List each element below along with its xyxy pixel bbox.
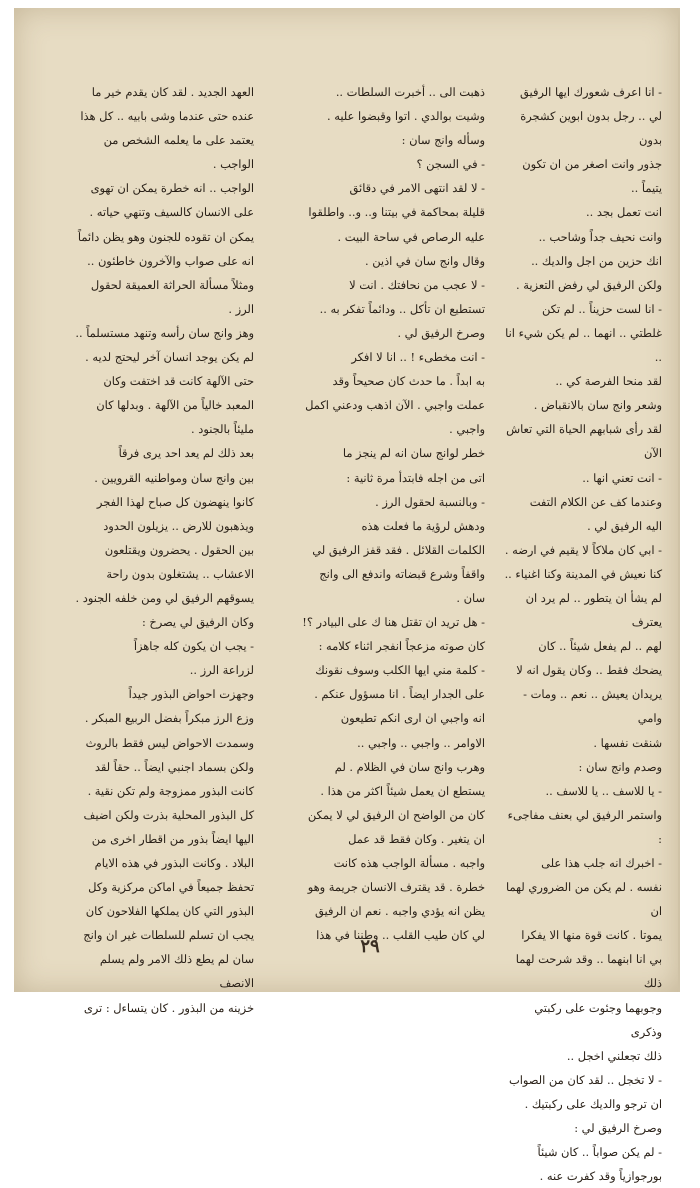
- text-column-middle: [267, 80, 485, 943]
- text-line: وسمدت الاحواض ليس فقط بالروث: [85, 735, 254, 750]
- text-line: بي انا ابنهما .. وقد شرحت لهما ذلك: [515, 952, 662, 991]
- text-line: كل البذور المحلية بذرت ولكن اضيف: [83, 807, 254, 822]
- text-line: وكان الرفيق لي يصرخ :: [141, 615, 254, 630]
- text-line: العهد الجديد . لقد كان يقدم خير ما: [91, 85, 254, 99]
- text-line: وهرب وانج سان في الظلام . لم: [334, 759, 485, 774]
- text-line: لي .. رجل بدون ابوين كشجرة بدون: [520, 109, 662, 148]
- text-line: يسوقهم الرفيق لي ومن خلفه الجنود .: [75, 590, 254, 605]
- text-line: لم يكن يوجد انسان آخر ليحتج لديه .: [85, 350, 254, 365]
- text-line: لقد منحا الفرصة كي ..: [555, 374, 662, 389]
- text-line: - انا لست حزيناً .. لم تكن: [541, 301, 662, 316]
- text-line: ولكن الرفيق لي رفض التعزية .: [516, 277, 662, 292]
- text-line: ذلك تجعلني اخجل ..: [566, 1048, 662, 1063]
- text-line: - هل تريد ان تقتل هنا ك على البيادر ؟!: [302, 615, 485, 630]
- text-line: - انا اعرف شعورك ايها الرفيق: [520, 85, 662, 99]
- text-line: بعد ذلك لم يعد احد يرى فرقاً: [118, 446, 254, 461]
- text-line: - لم يكن صواباً .. كان شيئاً: [537, 1145, 662, 1160]
- text-line: لقد رأى شبابهم الحياة التي تعاش الآن: [506, 422, 662, 461]
- text-line: وجوبهما وجئوت على ركبتي وذكرى: [534, 1000, 662, 1039]
- text-line: - وبالنسبة لحقول الرز .: [375, 494, 485, 509]
- text-line: كان من الواضح ان الرفيق لي لا يمكن: [307, 807, 485, 822]
- text-line: واجبه . مسألة الواجب هذه كانت: [333, 856, 485, 870]
- text-line: - لا تخجل .. لقد كان من الصواب: [509, 1072, 662, 1087]
- text-line: بورجوازياً وقد كفرت عنه .: [539, 1169, 662, 1184]
- text-line: وشيت بوالدي . اتوا وقبضوا عليه .: [326, 109, 485, 124]
- text-line: خطر لوانج سان انه لم ينجز ما: [342, 446, 485, 461]
- text-line: البذور التي كان يملكها الفلاحون كان: [85, 904, 254, 919]
- text-line: عليه الرصاص في ساحة البيت .: [337, 229, 485, 244]
- text-line: البلاد . وكانت البذور في هذه الايام: [94, 856, 254, 870]
- text-line: كنا نعيش في المدينة وكنا اغنياء ..: [504, 566, 662, 581]
- text-line: عنده حتى عندما وشى بابيه .. كل هذا: [80, 109, 254, 124]
- text-line: وصرخ الرفيق لي :: [574, 1121, 662, 1136]
- text-line: يجب ان تسلم للسلطات غير ان وانج: [83, 928, 254, 943]
- text-line: الاعشاب .. يشتغلون بدون راحة: [106, 566, 254, 581]
- text-line: وصدم وانج سان :: [578, 759, 662, 774]
- text-line: المعبد خالياً من الآلهة . وبدلها كان: [96, 398, 254, 413]
- text-line: ومثلاً مسألة الحراثة العميقة لحقول الرز .: [90, 277, 254, 316]
- text-line: لي كان طيب القلب .. وطننا في هذا: [316, 928, 485, 943]
- text-line: انه على صواب والآخرون خاطئون ..: [87, 253, 254, 268]
- text-line: انت تعمل بجد ..: [585, 205, 662, 220]
- text-line: واجبي .: [449, 422, 485, 437]
- text-line: عملت واجبي . الآن اذهب ودعني اكمل: [305, 398, 485, 413]
- text-line: - اخبرك انه جلب هذا على: [541, 856, 662, 870]
- text-line: ويذهبون للارض .. يزيلون الحدود: [103, 518, 254, 533]
- text-column-left: [74, 80, 254, 1015]
- text-line: - لا لقد انتهى الامر في دقائق: [349, 181, 485, 196]
- text-line: انك حزين من اجل والديك ..: [531, 253, 662, 268]
- text-line: وصرخ الرفيق لي .: [397, 325, 485, 340]
- text-line: سان لم يطع ذلك الامر ولم يسلم الانصف: [99, 952, 254, 991]
- text-line: وشعر وانج سان بالانقباض .: [533, 398, 662, 413]
- text-line: وعندما كف عن الكلام التفت: [529, 494, 662, 509]
- text-line: سان .: [456, 590, 485, 605]
- text-line: تستطيع ان تأكل .. ودائماً تفكر به ..: [319, 301, 485, 316]
- text-line: على الجدار ايضاً . انا مسؤول عنكم .: [314, 687, 485, 702]
- text-line: - يا للاسف .. يا للاسف ..: [545, 783, 662, 798]
- text-line: - ابي كان ملاكاً لا يقيم في ارضه .: [504, 542, 662, 557]
- text-line: وهز وانج سان رأسه وتنهد مستسلماً ..: [75, 325, 254, 340]
- text-line: وسأله وانج سان :: [401, 133, 485, 148]
- text-line: ان يتغير . وكان فقط قد عمل: [348, 831, 485, 846]
- text-line: ولكن بسماد اجنبي ايضاً .. حقاً لقد: [94, 759, 254, 774]
- text-line: ذهبت الى .. أخبرت السلطات ..: [335, 85, 485, 99]
- text-line: اليها ايضاً بذور من اقطار اخرى من: [91, 831, 254, 846]
- text-line: نفسه . لم يكن من الضروري لهما ان: [506, 880, 662, 919]
- text-line: حتى الآلهة كانت قد اختفت وكان: [103, 374, 254, 389]
- text-line: اليه الرفيق لي .: [587, 518, 662, 533]
- text-line: - انت تعني انها ..: [582, 470, 662, 485]
- text-line: لهم .. لم يفعل شيئاً .. كان: [538, 639, 662, 654]
- text-line: يمكن ان تقوده للجنون وهو يظن دائماً: [77, 229, 254, 244]
- text-line: - في السجن ؟: [416, 157, 485, 172]
- text-line: اتى من اجله فابتدأ مرة ثانية :: [346, 470, 485, 485]
- text-line: به ابداً . ما حدث كان صحيحاً وقد: [332, 374, 485, 389]
- text-line: بين الحقول . يحضرون ويقتلعون: [104, 542, 254, 557]
- text-line: على الانسان كالسيف وتنهي حياته .: [89, 205, 254, 220]
- text-line: يريدان يعيش .. نعم .. ومات - وامي: [523, 687, 662, 726]
- page-number: ٢٩: [360, 936, 380, 957]
- text-line: - كلمة مني ايها الكلب وسوف نقونك: [315, 663, 485, 678]
- text-line: بين وانج سان ومواطنيه القرويين .: [94, 470, 254, 485]
- text-line: وجهزت احواض البذور جيداً: [128, 687, 254, 702]
- text-line: قليلة بمحاكمة في بيتنا و.. و.. واطلقوا: [308, 205, 485, 220]
- text-line: لم يشأ ان يتطور .. لم يرد ان يعترف: [525, 590, 662, 630]
- text-line: واقفاً وشرع قبضاته واندفع الى وانج: [319, 566, 485, 581]
- text-line: كانوا ينهضون كل صباح لهذا الفجر: [96, 494, 254, 509]
- text-line: شنقت نفسها .: [593, 735, 662, 750]
- text-line: الواجب .. انه خطرة يمكن ان تهوى: [90, 181, 254, 196]
- text-column-right: [502, 80, 662, 1184]
- text-line: كانت البذور ممزوجة ولم تكن نقية .: [87, 783, 254, 798]
- text-line: يموتا . كانت قوة منها الا يفكرا: [521, 928, 662, 943]
- text-line: وقال وانج سان في اذين .: [364, 253, 485, 268]
- text-line: كان صوته مزعجاً انفجر اثناء كلامه :: [318, 639, 485, 654]
- text-line: - يجب ان يكون كله جاهزاً: [133, 639, 254, 654]
- text-line: جذور وانت اصغر من ان تكون يتيماً ..: [522, 157, 662, 196]
- text-line: خزينه من البذور . كان يتساءل : ترى: [83, 1000, 254, 1015]
- text-line: وانت نحيف جداً وشاحب ..: [538, 229, 662, 244]
- text-line: خطرة . قد يقترف الانسان جريمة وهو: [307, 880, 485, 895]
- text-line: واستمر الرفيق لي بعنف مفاجىء :: [507, 807, 662, 846]
- text-line: يظن انه يؤدي واجبه . نعم ان الرفيق: [315, 904, 485, 919]
- text-line: ان ترجو والديك على ركبتيك .: [524, 1096, 662, 1111]
- text-line: يضحك فقط .. وكان يقول انه لا: [516, 663, 662, 678]
- text-line: يعتمد على ما يعلمه الشخص من الواجب .: [103, 133, 254, 172]
- text-line: - انت مخطىء ! .. انا لا افكر: [351, 350, 485, 365]
- text-line: الاوامر .. واجبي .. واجبي ..: [357, 735, 485, 750]
- text-line: وزع الرز مبكراً بفضل الربيع المبكر .: [84, 711, 254, 726]
- text-line: يستطع ان يعمل شيئاً اكثر من هذا .: [320, 783, 485, 798]
- text-line: لزراعة الرز ..: [189, 663, 254, 678]
- text-line: تحفظ جميعاً في اماكن مركزية وكل: [88, 880, 254, 895]
- book-page: [14, 8, 680, 1184]
- text-line: انه واجبي ان ارى انكم تطيعون: [340, 711, 485, 726]
- text-line: ودهش لرؤية ما فعلت هذه: [361, 518, 485, 533]
- text-line: الكلمات القلائل . فقد قفز الرفيق لي: [312, 542, 485, 557]
- text-line: مليئاً بالجنود .: [191, 422, 254, 437]
- text-line: غلطتي .. انهما .. لم يكن شيء انا ..: [505, 325, 662, 365]
- text-line: - لا عجب من نحافتك . انت لا: [349, 277, 485, 292]
